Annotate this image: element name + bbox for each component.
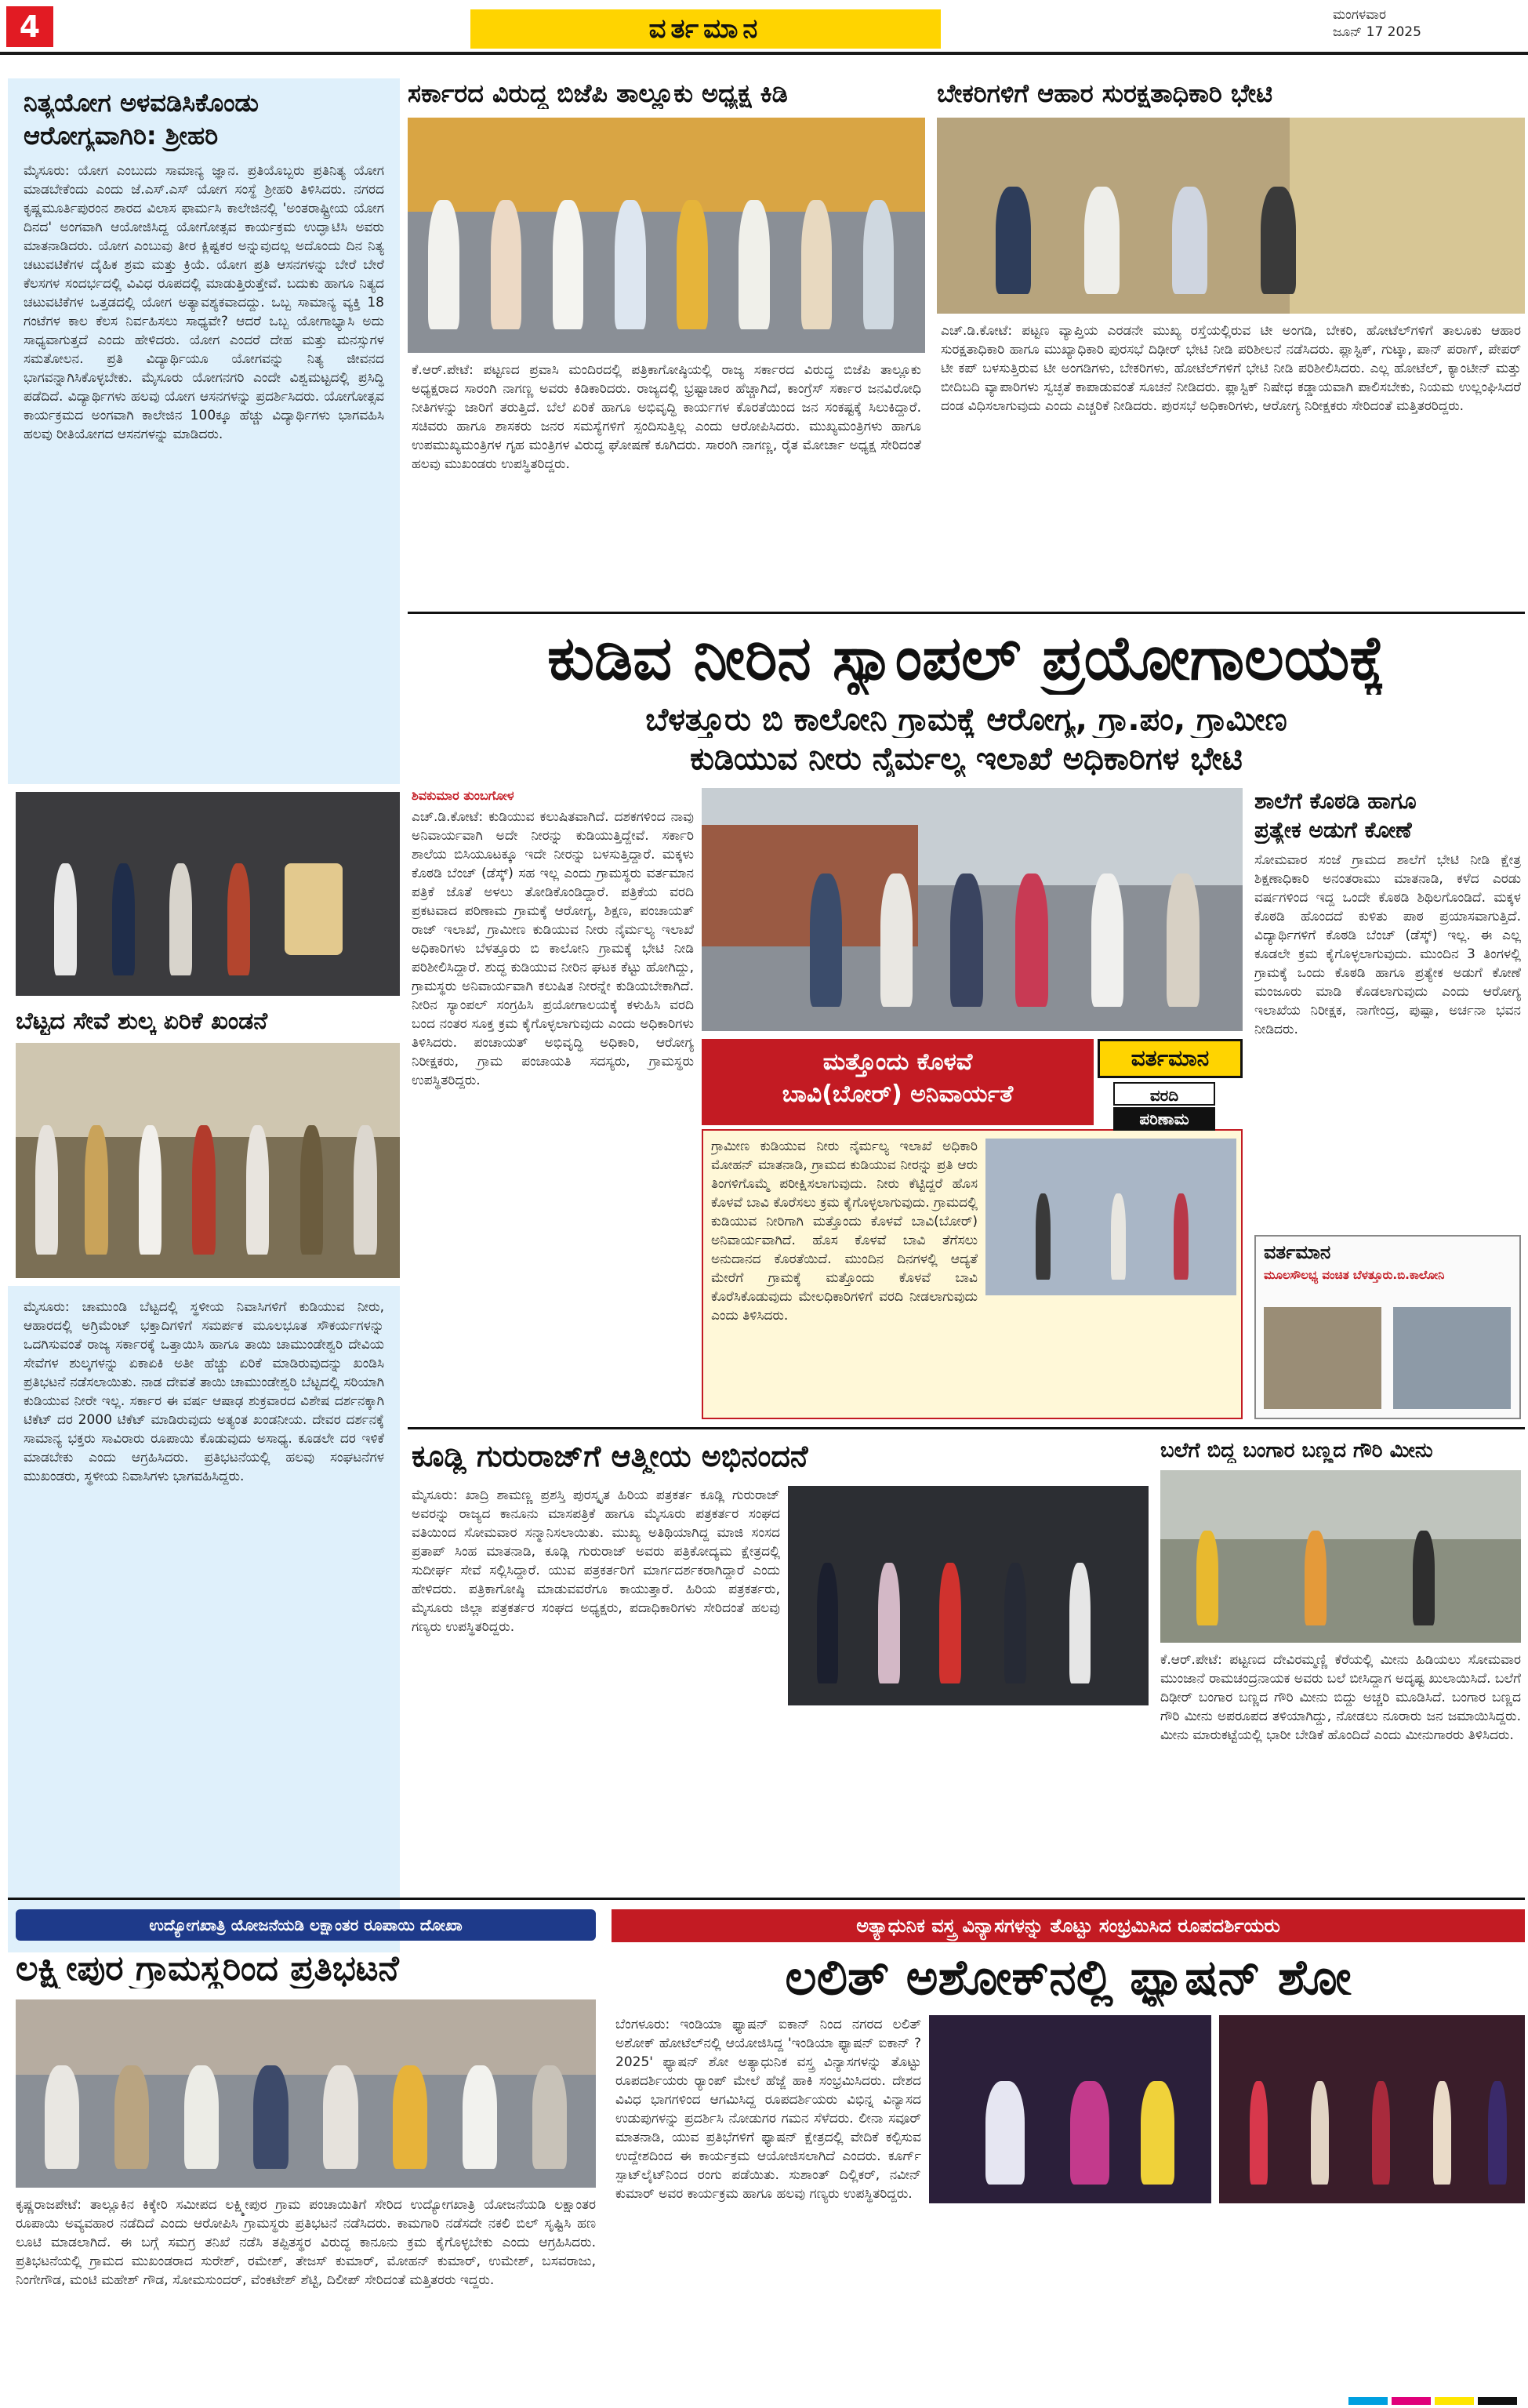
lakshmipura-body: ಕೃಷ್ಣರಾಜಪೇಟೆ: ತಾಲ್ಲೂಕಿನ ಕಿಕ್ಕೇರಿ ಸಮೀಪದ ಲಕ್ಷ್ಮೀಪುರ ಗ್ರಾಮ ಪಂಚಾಯಿತಿಗೆ ಸೇರಿದ ಉದ್ಯೋಗಖಾತ್ರಿ ಯೋಜನೆಯಡಿ ಲಕ್ಷಾಂತರ ರೂಪಾಯಿ ಅವ್ಯವಹಾರ ನಡೆದಿದೆ ಎಂದು ಆರೋಪಿಸಿ ಗ್ರಾಮಸ್ಥರು ಪ್ರತಿಭಟನೆ ನಡೆಸಿದರು. ಕಾಮಗಾರಿ ನಡೆಸದೇ ನಕಲಿ ಬಿಲ್ ಸೃಷ್ಟಿಸಿ ಹಣ ಲೂಟಿ ಮಾಡಲಾಗಿದೆ. ಈ ಬಗ್ಗೆ ಸಮಗ್ರ ತನಿಖೆ ನಡೆಸಿ ತಪ್ಪಿತಸ್ಥರ ವಿರುದ್ಧ ಕಾನೂನು ಕ್ರಮ ಕೈಗೊಳ್ಳಬೇಕು ಎಂದು ಆಗ್ರಹಿಸಿದರು. ಪ್ರತಿಭಟನೆಯಲ್ಲಿ ಗ್ರಾಮದ ಮುಖಂಡರಾದ ಸುರೇಶ್, ರಮೇಶ್, ತೇಜಸ್ ಕುಮಾರ್, ಮೋಹನ್ ಕುಮಾರ್, ಉಮೇಶ್, ಬಸವರಾಜು, ನಿಂಗೇಗೌಡ, ಮಂಟಿ ಮಹೇಶ್ ಗೌಡ, ಸೋಮಸುಂದರ್, ವೆಂಕಟೇಶ್ ಶೆಟ್ಟಿ, ದಿಲೀಪ್ ಸೇರಿದಂತೆ ಮತ್ತಿತರರು ಇದ್ದರು. — [16, 2197, 596, 2288]
cmyk-mark-yellow — [1435, 2397, 1474, 2405]
fashion-ramp-photo-2 — [1219, 2015, 1525, 2203]
borewell-photo — [985, 1139, 1236, 1295]
bjp-headline: ಸರ್ಕಾರದ ವಿರುದ್ಧ ಬಿಜೆಪಿ ತಾಲ್ಲೂಕು ಅಧ್ಯಕ್ಷ ಕಿಡಿ — [408, 78, 788, 108]
day: ಮಂಗಳವಾರ — [1333, 7, 1387, 23]
clipping-box — [1254, 1235, 1521, 1419]
bjp-protest-photo — [408, 118, 925, 353]
kudli-headline: ಕೂಡ್ಲಿ ಗುರುರಾಜ್‌ಗೆ ಆತ್ಮೀಯ ಅಭಿನಂದನೆ — [412, 1439, 808, 1473]
cmyk-mark-black — [1478, 2397, 1517, 2405]
fish-catch-photo — [1160, 1470, 1521, 1643]
cmyk-mark-magenta — [1392, 2397, 1431, 2405]
borewell-article — [702, 1129, 1243, 1419]
water-body: ಎಚ್.ಡಿ.ಕೋಟೆ: ಕುಡಿಯುವ ಕಲುಷಿತವಾಗಿದೆ. ದಶಕಗಳಿಂದ ನಾವು ಅನಿವಾರ್ಯವಾಗಿ ಅದೇ ನೀರನ್ನು ಕುಡಿಯುತ್ತಿದ್ದೇವೆ. ಸರ್ಕಾರಿ ಶಾಲೆಯ ಬಿಸಿಯೂಟಕ್ಕೂ ಇದೇ ನೀರನ್ನು ಬಳಸುತ್ತಿದ್ದಾರೆ. ಮಕ್ಕಳು ಕೊಠಡಿ ಬೆಂಚ್ (ಡೆಸ್ಕ್) ಸಹ ಇಲ್ಲ ಎಂದು ಗ್ರಾಮಸ್ಥರು ವರ್ತಮಾನ ಪತ್ರಿಕೆ ಜೊತೆ ಅಳಲು ತೋಡಿಕೊಂಡಿದ್ದಾರೆ. ಪತ್ರಿಕೆಯ ವರದಿ ಪ್ರಕಟವಾದ ಪರಿಣಾಮ ಗ್ರಾಮಕ್ಕೆ ಆರೋಗ್ಯ, ಶಿಕ್ಷಣ, ಪಂಚಾಯತ್ ರಾಜ್ ಇಲಾಖೆ, ಗ್ರಾಮೀಣ ಕುಡಿಯುವ ನೀರು ನೈರ್ಮಲ್ಯ ಇಲಾಖೆ ಅಧಿಕಾರಿಗಳು ಬೆಳತ್ತೂರು ಬಿ ಕಾಲೋನಿ ಗ್ರಾಮಕ್ಕೆ ಭೇಟಿ ನೀಡಿ ಪರಿಶೀಲಿಸಿದ್ದಾರೆ. ಶುದ್ಧ ಕುಡಿಯುವ ನೀರಿನ ಘಟಕ ಕೆಟ್ಟು ಹೋಗಿದ್ದು, ಗ್ರಾಮಸ್ಥರು ಅನಿವಾರ್ಯವಾಗಿ ಕಲುಷಿತ ನೀರನ್ನೇ ಕುಡಿಯಬೇಕಾಗಿದೆ. ನೀರಿನ ಸ್ಯಾಂಪಲ್ ಸಂಗ್ರಹಿಸಿ ಪ್ರಯೋಗಾಲಯಕ್ಕೆ ಕಳುಹಿಸಿ ವರದಿ ಬಂದ ನಂತರ ಸೂಕ್ತ ಕ್ರಮ ಕೈಗೊಳ್ಳಲಾಗುವುದು ಎಂದು ಅಧಿಕಾರಿಗಳು ತಿಳಿಸಿದರು. ಪಂಚಾಯತ್ ಅಭಿವೃದ್ಧಿ ಅಧಿಕಾರಿ, ಆರೋಗ್ಯ ನಿರೀಕ್ಷಕರು, ಗ್ರಾಮ ಪಂಚಾಯತಿ ಸದಸ್ಯರು, ಗ್ರಾಮಸ್ಥರು ಉಪಸ್ಥಿತರಿದ್ದರು. — [412, 809, 694, 1088]
clipping-photo-1 — [1264, 1307, 1381, 1409]
date: ಜೂನ್ 17 2025 — [1333, 24, 1421, 40]
borewell-headline-box — [702, 1039, 1094, 1125]
fish-body: ಕೆ.ಆರ್.ಪೇಟೆ: ಪಟ್ಟಣದ ದೇವಿರಮ್ಮಣ್ಣಿ ಕೆರೆಯಲ್ಲಿ ಮೀನು ಹಿಡಿಯಲು ಸೋಮವಾರ ಮುಂಜಾನೆ ರಾಮಚಂದ್ರನಾಯಕ ಅವರು ಬಲೆ ಬೀಸಿದ್ದಾಗ ಅದೃಷ್ಟ ಖುಲಾಯಿಸಿದೆ. ಬಲೆಗೆ ದಿಢೀರ್ ಬಂಗಾರ ಬಣ್ಣದ ಗೌರಿ ಮೀನು ಬಿದ್ದು ಅಚ್ಚರಿ ಮೂಡಿಸಿದೆ. ಬಂಗಾರ ಬಣ್ಣದ ಗೌರಿ ಮೀನು ಅಪರೂಪದ ತಳಿಯಾಗಿದ್ದು, ನೋಡಲು ನೂರಾರು ಜನ ಜಮಾಯಿಸಿದ್ದರು. ಮೀನು ಮಾರುಕಟ್ಟೆಯಲ್ಲಿ ಭಾರೀ ಬೇಡಿಕೆ ಹೊಂದಿದೆ ಎಂದು ಮೀನುಗಾರರು ತಿಳಿಸಿದರು. — [1160, 1652, 1521, 1743]
yoga-body: ಮೈಸೂರು: ಯೋಗ ಎಂಬುದು ಸಾಮಾನ್ಯ ಜ್ಞಾನ. ಪ್ರತಿಯೊಬ್ಬರು ಪ್ರತಿನಿತ್ಯ ಯೋಗ ಮಾಡಬೇಕೆಂದು ಎಂದು ಜೆ.ಎಸ್.ಎಸ್ ಯೋಗ ಸಂಸ್ಥೆ ಶ್ರೀಹರಿ ತಿಳಿಸಿದರು. ನಗರದ ಕೃಷ್ಣಮೂರ್ತಿಪುರಂನ ಶಾರದ ವಿಲಾಸ ಫಾರ್ಮಸಿ ಕಾಲೇಜಿನಲ್ಲಿ 'ಅಂತರಾಷ್ಟ್ರೀಯ ಯೋಗ ದಿನದ' ಅಂಗವಾಗಿ ಆಯೋಜಿಸಿದ್ದ ಯೋಗೋತ್ಸವ ಕಾರ್ಯಕ್ರಮ ಉದ್ಘಾಟಿಸಿ ಅವರು ಮಾತನಾಡಿದರು. ಯೋಗ ಎಂಬುವು ತೀರ ಕ್ಲಿಷ್ಟಕರ ಅನ್ನುವುದಲ್ಲ ಅದೊಂದು ದಿನ ನಿತ್ಯ ಚಟುವಟಿಕೆಗಳ ದೈಹಿಕ ಶ್ರಮ ಮತ್ತು ಕ್ರಿಯೆ. ಯೋಗ ಪ್ರತಿ ಆಸನಗಳನ್ನು ಬೇರೆ ಬೇರೆ ಕೆಲಸಗಳ ಸಂದರ್ಭದಲ್ಲಿ ವಿವಿಧ ರೂಪದಲ್ಲಿ ಮಾಡುತ್ತಿರುತ್ತೇವೆ. ಬದುಕು ಹಾಗೂ ನಿತ್ಯದ ಚಟುವಟಿಕೆಗಳ ಒತ್ತಡದಲ್ಲಿ ಯೋಗ ಅತ್ಯಾವಶ್ಯಕವಾದದ್ದು. ಒಬ್ಬ ಸಾಮಾನ್ಯ ವ್ಯಕ್ತಿ 18 ಗಂಟೆಗಳ ಕಾಲ ಕೆಲಸ ನಿರ್ವಹಿಸಲು ಸಾಧ್ಯವೇ? ಆದರೆ ಒಬ್ಬ ಯೋಗಾಭ್ಯಾಸಿ ಅದು ಸಾಧ್ಯವಾಗುತ್ತದೆ ಎಂದು ಹೇಳಿದರು. ಯೋಗ ಎಂದರೆ ದೇಹ ಮತ್ತು ಮನಸ್ಸುಗಳ ಸಮತೋಲನ. ಪ್ರತಿ ವಿದ್ಯಾರ್ಥಿಯೂ ಯೋಗವನ್ನು ನಿತ್ಯ ಜೀವನದ ಭಾಗವನ್ನಾಗಿಸಿಕೊಳ್ಳಬೇಕು. ಮೈಸೂರು ಯೋಗನಗರಿ ಎಂದೇ ವಿಶ್ವಮಟ್ಟದಲ್ಲಿ ಪ್ರಸಿದ್ಧಿ ಪಡೆದಿದೆ. ವಿದ್ಯಾರ್ಥಿಗಳು ಹಲವು ಯೋಗ ಆಸನಗಳನ್ನು ಪ್ರದರ್ಶಿಸಿದರು. ಯೋಗೋತ್ಸವ ಕಾರ್ಯಕ್ರಮದ ಅಂಗವಾಗಿ ಕಾಲೇಜಿನ 100ಕ್ಕೂ ಹೆಚ್ಚು ವಿದ್ಯಾರ್ಥಿಗಳು ಭಾಗವಹಿಸಿ ಹಲವು ರೀತಿಯೋಗದ ಆಸನಗಳನ್ನು ಮಾಡಿದರು. — [24, 163, 384, 442]
water-subhead-line2: ಕುಡಿಯುವ ನೀರು ನೈರ್ಮಲ್ಯ ಇಲಾಖೆ ಅಧಿಕಾರಿಗಳ ಭೇಟಿ — [690, 741, 1243, 777]
yoga-article — [8, 78, 400, 784]
borewell-headline-line1: ಮತ್ತೊಂದು ಕೊಳವೆ — [822, 1048, 973, 1076]
kudli-felicitation-photo — [788, 1486, 1149, 1705]
water-officials-photo — [702, 788, 1243, 1031]
chamundi-body: ಮೈಸೂರು: ಚಾಮುಂಡಿ ಬೆಟ್ಟದಲ್ಲಿ ಸ್ಥಳೀಯ ನಿವಾಸಿಗಳಿಗೆ ಕುಡಿಯುವ ನೀರು, ಆಹಾರದಲ್ಲಿ ಅಗ್ರಿಮೆಂಟ್ ಭಕ್ತಾದಿಗಳಿಗೆ ಸಮರ್ಪಕ ಮೂಲಭೂತ ಸೌಕರ್ಯಗಳನ್ನು ಒದಗಿಸುವಂತೆ ರಾಜ್ಯ ಸರ್ಕಾರಕ್ಕೆ ಒತ್ತಾಯಿಸಿ ಹಾಗೂ ತಾಯಿ ಚಾಮುಂಡೇಶ್ವರಿ ದೇವಿಯ ಸೇವೆಗಳ ಶುಲ್ಕಗಳನ್ನು ಏಕಾಏಕಿ ಅತೀ ಹೆಚ್ಚು ಏರಿಕೆ ಮಾಡಿರುವುದನ್ನು ಖಂಡಿಸಿ ಪ್ರತಿಭಟನೆ ನಡೆಸಲಾಯಿತು. ನಾಡ ದೇವತೆ ತಾಯಿ ಚಾಮುಂಡೇಶ್ವರಿ ಬೆಟ್ಟದಲ್ಲಿ ಸರಿಯಾಗಿ ಕುಡಿಯುವ ನೀರೇ ಇಲ್ಲ. ಸರ್ಕಾರ ಈ ವರ್ಷ ಆಷಾಢ ಶುಕ್ರವಾರದ ವಿಶೇಷ ದರ್ಶನಕ್ಕಾಗಿ ಟಿಕೆಟ್ ದರ 2000 ಟಿಕೆಟ್ ಮಾಡಿರುವುದು ಅತ್ಯಂತ ಖಂಡನೀಯ. ದೇವರ ದರ್ಶನಕ್ಕೆ ಸಾಮಾನ್ಯ ಭಕ್ತರು ಸಾವಿರಾರು ರೂಪಾಯಿ ಕೊಡುವುದು ಅಸಾಧ್ಯ. ಕೂಡಲೇ ದರ ಇಳಿಕೆ ಮಾಡಬೇಕು ಎಂದು ಆಗ್ರಹಿಸಿದರು. ಪ್ರತಿಭಟನೆಯಲ್ಲಿ ಹಲವು ಸಂಘಟನೆಗಳ ಮುಖಂಡರು, ಸ್ಥಳೀಯ ನಿವಾಸಿಗಳು ಭಾಗವಹಿಸಿದ್ದರು. — [24, 1299, 384, 1484]
water-byline: ಶಿವಕುಮಾರ ತುಂಬಗೋಳ — [412, 788, 514, 803]
borewell-headline-line2: ಬಾವಿ(ಬೋರ್) ಅನಿವಾರ್ಯತೆ — [782, 1081, 1014, 1108]
paper-name: ವರ್ತಮಾನ — [470, 9, 941, 49]
clipping-headline: ಮೂಲಸೌಲಭ್ಯ ವಂಚಿತ ಬೆಳತ್ತೂರು.ಬಿ.ಕಾಲೋನಿ — [1264, 1268, 1445, 1282]
divider — [408, 612, 1525, 614]
chamundi-headline: ಬೆಟ್ಟದ ಸೇವೆ ಶುಲ್ಕ ಏರಿಕೆ ಖಂಡನೆ — [16, 1008, 268, 1035]
masthead-rule — [0, 52, 1528, 55]
lakshmipura-headline: ಲಕ್ಷ್ಮೀಪುರ ಗ್ರಾಮಸ್ಥರಿಂದ ಪ್ರತಿಭಟನೆ — [16, 1949, 399, 1989]
lakshmipura-protest-photo — [16, 1999, 596, 2188]
date-info — [1333, 6, 1521, 41]
fashion-ramp-photo-1 — [929, 2015, 1211, 2203]
borewell-body: ಗ್ರಾಮೀಣ ಕುಡಿಯುವ ನೀರು ನೈರ್ಮಲ್ಯ ಇಲಾಖೆ ಅಧಿಕಾರಿ ಮೋಹನ್ ಮಾತನಾಡಿ, ಗ್ರಾಮದ ಕುಡಿಯುವ ನೀರನ್ನು ಪ್ರತಿ ಆರು ತಿಂಗಳಿಗೊಮ್ಮೆ ಪರೀಕ್ಷಿಸಲಾಗುವುದು. ನೀರು ಕೆಟ್ಟಿದ್ದರೆ ಹೊಸ ಕೊಳವೆ ಬಾವಿ ಕೊರೆಸಲು ಕ್ರಮ ಕೈಗೊಳ್ಳಲಾಗುವುದು. ಗ್ರಾಮದಲ್ಲಿ ಕುಡಿಯುವ ನೀರಿಗಾಗಿ ಮತ್ತೊಂದು ಕೊಳವೆ ಬಾವಿ(ಬೋರ್) ಅನಿವಾರ್ಯವಾಗಿದೆ. ಹೊಸ ಕೊಳವೆ ಬಾವಿ ತೆಗೆಸಲು ಅನುದಾನದ ಕೊರತೆಯಿದೆ. ಮುಂದಿನ ದಿನಗಳಲ್ಲಿ ಆದ್ಯತೆ ಮೇರೆಗೆ ಗ್ರಾಮಕ್ಕೆ ಮತ್ತೊಂದು ಕೊಳವೆ ಬಾವಿ ಕೊರೆಸಿಕೊಡುವುದು ಮೇಲಧಿಕಾರಿಗಳಿಗೆ ವರದಿ ನೀಡಲಾಗುವುದು ಎಂದು ತಿಳಿಸಿದರು. — [711, 1139, 978, 1324]
page-number: 4 — [6, 6, 53, 47]
divider — [8, 1898, 1525, 1900]
bakery-headline: ಬೇಕರಿಗಳಿಗೆ ಆಹಾರ ಸುರಕ್ಷತಾಧಿಕಾರಿ ಭೇಟಿ — [937, 78, 1273, 108]
report-paper-name: ವರ್ತಮಾನ — [1098, 1039, 1243, 1078]
classroom-headline-line2: ಪ್ರತ್ಯೇಕ ಅಡುಗೆ ಕೋಣೆ — [1254, 817, 1412, 843]
water-subhead-line1: ಬೆಳತ್ತೂರು ಬಿ ಕಾಲೋನಿ ಗ್ರಾಮಕ್ಕೆ ಆರೋಗ್ಯ, ಗ್ರಾ.ಪಂ, ಗ್ರಾಮೀಣ — [645, 702, 1287, 738]
classroom-body: ಸೋಮವಾರ ಸಂಜೆ ಗ್ರಾಮದ ಶಾಲೆಗೆ ಭೇಟಿ ನೀಡಿ ಕ್ಷೇತ್ರ ಶಿಕ್ಷಣಾಧಿಕಾರಿ ಅನಂತರಾಮು ಮಾತನಾಡಿ, ಕಳೆದ ಎರಡು ವರ್ಷಗಳಿಂದ ಇದ್ದ ಒಂದೇ ಕೊಠಡಿ ಶಿಥಿಲಗೊಂಡಿದೆ. ಮಕ್ಕಳ ಕೊಠಡಿ ಹೊಂದದೆ ಕುಳಿತು ಪಾಠ ಪ್ರಯಾಸವಾಗುತ್ತಿದೆ. ವಿದ್ಯಾರ್ಥಿಗಳಿಗೆ ಕೊಠಡಿ ಬೆಂಚ್ (ಡೆಸ್ಕ್) ಇಲ್ಲ. ಈ ಎಲ್ಲ ಕೂಡಲೇ ಕ್ರಮ ಕೈಗೊಳ್ಳಲಾಗುವುದು. ಮುಂದಿನ 3 ತಿಂಗಳಲ್ಲಿ ಗ್ರಾಮಕ್ಕೆ ಒಂದು ಕೊಠಡಿ ಹಾಗೂ ಪ್ರತ್ಯೇಕ ಅಡುಗೆ ಕೋಣೆ ಮಂಜೂರು ಮಾಡಿ ಕೊಡಲಾಗುವುದು ಎಂದು ಆರೋಗ್ಯ ಇಲಾಖೆಯ ನಿರೀಕ್ಷಕ, ನಾಗೇಂದ್ರ, ಪುಷ್ಪಾ, ಅರ್ಚನಾ ಭವನ ನೀಡಿದರು. — [1254, 852, 1521, 1037]
clipping-photo-2 — [1393, 1307, 1511, 1409]
yoga-lamp-lighting-photo — [16, 792, 400, 996]
fish-headline: ಬಲೆಗೆ ಬಿದ್ದ ಬಂಗಾರ ಬಣ್ಣದ ಗೌರಿ ಮೀನು — [1160, 1439, 1433, 1462]
lakshmipura-kicker: ಉದ್ಯೋಗಖಾತ್ರಿ ಯೋಜನೆಯಡಿ ಲಕ್ಷಾಂತರ ರೂಪಾಯಿ ದೋಖಾ — [16, 1909, 596, 1941]
cmyk-mark-cyan — [1348, 2397, 1388, 2405]
bakery-inspection-photo — [937, 118, 1525, 314]
divider — [408, 1427, 1525, 1429]
bakery-body: ಎಚ್.ಡಿ.ಕೋಟೆ: ಪಟ್ಟಣ ವ್ಯಾಪ್ತಿಯ ಎರಡನೇ ಮುಖ್ಯ ರಸ್ತೆಯಲ್ಲಿರುವ ಟೀ ಅಂಗಡಿ, ಬೇಕರಿ, ಹೋಟೆಲ್‌ಗಳಿಗೆ ತಾಲೂಕು ಆಹಾರ ಸುರಕ್ಷತಾಧಿಕಾರಿ ಹಾಗೂ ಮುಖ್ಯಾಧಿಕಾರಿ ಪುರಸಭೆ ದಿಢೀರ್ ಭೇಟಿ ನೀಡಿ ಪರಿಶೀಲನೆ ನಡೆಸಿದರು. ಪ್ಲಾಸ್ಟಿಕ್, ಗುಟ್ಕಾ, ಪಾನ್ ಪರಾಗ್, ಪೇಪರ್ ಟೀ ಕಪ್ ಬಳಸುತ್ತಿರುವ ಟೀ ಅಂಗಡಿಗಳು, ಬೇಕರಿಗಳು, ಹೋಟೆಲ್‌ಗಳಿಗೆ ಭೇಟಿ ನೀಡಿ ಪರಿಶೀಲಿಸಿದರು. ಎಲ್ಲ ಹೋಟೆಲ್, ಕ್ಯಾಂಟೀನ್ ಮತ್ತು ಬೀದಿಬದಿ ವ್ಯಾಪಾರಿಗಳು ಸ್ವಚ್ಛತೆ ಕಾಪಾಡುವಂತೆ ಸೂಚನೆ ನೀಡಿದರು. ಪ್ಲಾಸ್ಟಿಕ್ ನಿಷೇಧ ಕಡ್ಡಾಯವಾಗಿ ಪಾಲಿಸಬೇಕು, ನಿಯಮ ಉಲ್ಲಂಘಿಸಿದರೆ ದಂಡ ವಿಧಿಸಲಾಗುವುದು ಎಂದು ಎಚ್ಚರಿಕೆ ನೀಡಿದರು. ಪುರಸಭೆ ಅಧಿಕಾರಿಗಳು, ಆರೋಗ್ಯ ನಿರೀಕ್ಷಕರು ಸೇರಿದಂತೆ ಮತ್ತಿತರರಿದ್ದರು. — [941, 323, 1521, 414]
yoga-headline-line1: ನಿತ್ಯಯೋಗ ಅಳವಡಿಸಿಕೊಂಡು — [24, 88, 259, 118]
water-headline: ಕುಡಿವ ನೀರಿನ ಸ್ಯಾಂಪಲ್ ಪ್ರಯೋಗಾಲಯಕ್ಕೆ — [547, 623, 1385, 694]
report-label-2: ಪರಿಣಾಮ — [1113, 1107, 1215, 1131]
bjp-body: ಕೆ.ಆರ್.ಪೇಟೆ: ಪಟ್ಟಣದ ಪ್ರವಾಸಿ ಮಂದಿರದಲ್ಲಿ ಪತ್ರಿಕಾಗೋಷ್ಠಿಯಲ್ಲಿ ರಾಜ್ಯ ಸರ್ಕಾರದ ವಿರುದ್ಧ ಬಿಜೆಪಿ ತಾಲ್ಲೂಕು ಅಧ್ಯಕ್ಷರಾದ ಸಾರಂಗಿ ನಾಗಣ್ಣ ಅವರು ಕಿಡಿಕಾರಿದರು. ರಾಜ್ಯದಲ್ಲಿ ಭ್ರಷ್ಟಾಚಾರ ಹೆಚ್ಚಾಗಿದೆ, ಕಾಂಗ್ರೆಸ್ ಸರ್ಕಾರ ಜನವಿರೋಧಿ ನೀತಿಗಳನ್ನು ಜಾರಿಗೆ ತರುತ್ತಿದೆ. ಬೆಲೆ ಏರಿಕೆ ಹಾಗೂ ಅಭಿವೃದ್ಧಿ ಕಾರ್ಯಗಳ ಕೊರತೆಯಿಂದ ಜನ ಸಂಕಷ್ಟಕ್ಕೆ ಸಿಲುಕಿದ್ದಾರೆ. ಸಚಿವರು ಹಾಗೂ ಶಾಸಕರು ಜನರ ಸಮಸ್ಯೆಗಳಿಗೆ ಸ್ಪಂದಿಸುತ್ತಿಲ್ಲ ಎಂದು ಆರೋಪಿಸಿದರು. ಮುಖ್ಯಮಂತ್ರಿಗಳು ಹಾಗೂ ಉಪಮುಖ್ಯಮಂತ್ರಿಗಳ ಗೃಹ ಮಂತ್ರಿಗಳ ವಿರುದ್ಧ ಘೋಷಣೆ ಕೂಗಿದರು. ಸಾರಂಗಿ ನಾಗಣ್ಣ, ರೈತ ಮೋರ್ಚಾ ಅಧ್ಯಕ್ಷ ಸೇರಿದಂತೆ ಹಲವು ಮುಖಂಡರು ಉಪಸ್ಥಿತರಿದ್ದರು. — [412, 362, 921, 472]
report-label-1: ವರದಿ — [1113, 1082, 1215, 1106]
fashion-headline: ಲಲಿತ್ ಅಶೋಕ್‌ನಲ್ಲಿ ಫ್ಯಾಷನ್ ಶೋ — [785, 1949, 1352, 2006]
clipping-paper: ವರ್ತಮಾನ — [1264, 1241, 1331, 1263]
kudli-body: ಮೈಸೂರು: ಖಾದ್ರಿ ಶಾಮಣ್ಣ ಪ್ರಶಸ್ತಿ ಪುರಸ್ಕೃತ ಹಿರಿಯ ಪತ್ರಕರ್ತ ಕೂಡ್ಲಿ ಗುರುರಾಜ್ ಅವರನ್ನು ರಾಜ್ಯದ ಕಾನೂನು ಮಾಸಪತ್ರಿಕೆ ಹಾಗೂ ಮೈಸೂರು ಪತ್ರಕರ್ತರ ಸಂಘದ ವತಿಯಿಂದ ಸೋಮವಾರ ಸನ್ಮಾನಿಸಲಾಯಿತು. ಮುಖ್ಯ ಅತಿಥಿಯಾಗಿದ್ದ ಮಾಜಿ ಸಂಸದ ಪ್ರತಾಪ್ ಸಿಂಹ ಮಾತನಾಡಿ, ಕೂಡ್ಲಿ ಗುರುರಾಜ್ ಅವರು ಪತ್ರಿಕೋದ್ಯಮ ಕ್ಷೇತ್ರದಲ್ಲಿ ಸುದೀರ್ಘ ಸೇವೆ ಸಲ್ಲಿಸಿದ್ದಾರೆ. ಯುವ ಪತ್ರಕರ್ತರಿಗೆ ಮಾರ್ಗದರ್ಶಕರಾಗಿದ್ದಾರೆ ಎಂದು ಹೇಳಿದರು. ಪತ್ರಿಕಾಗೋಷ್ಠಿ ಮಾಡುವವರೆಗೂ ಕಾಯುತ್ತಾರೆ. ಹಿರಿಯ ಪತ್ರಕರ್ತರು, ಮೈಸೂರು ಜಿಲ್ಲಾ ಪತ್ರಕರ್ತರ ಸಂಘದ ಅಧ್ಯಕ್ಷರು, ಪದಾಧಿಕಾರಿಗಳು ಸೇರಿದಂತೆ ಹಲವು ಗಣ್ಯರು ಉಪಸ್ಥಿತರಿದ್ದರು. — [412, 1487, 780, 1635]
yoga-headline-line2: ಆರೋಗ್ಯವಾಗಿರಿ: ಶ್ರೀಹರಿ — [24, 121, 219, 151]
fashion-body: ಬೆಂಗಳೂರು: ಇಂಡಿಯಾ ಫ್ಯಾಷನ್ ಐಕಾನ್ ನಿಂದ ನಗರದ ಲಲಿತ್ ಅಶೋಕ್ ಹೋಟೆಲ್‌ನಲ್ಲಿ ಆಯೋಜಿಸಿದ್ದ 'ಇಂಡಿಯಾ ಫ್ಯಾಷನ್ ಐಕಾನ್ ? 2025' ಫ್ಯಾಷನ್ ಶೋ ಅತ್ಯಾಧುನಿಕ ವಸ್ತ್ರ ವಿನ್ಯಾಸಗಳನ್ನು ತೊಟ್ಟು ರೂಪದರ್ಶಿಯರು ರ‍್ಯಾಂಪ್ ಮೇಲೆ ಹೆಜ್ಜೆ ಹಾಕಿ ಸಂಭ್ರಮಿಸಿದರು. ದೇಶದ ವಿವಿಧ ಭಾಗಗಳಿಂದ ಆಗಮಿಸಿದ್ದ ರೂಪದರ್ಶಿಯರು ವಿಭಿನ್ನ ವಿನ್ಯಾಸದ ಉಡುಪುಗಳನ್ನು ಪ್ರದರ್ಶಿಸಿ ನೋಡುಗರ ಗಮನ ಸೆಳೆದರು. ಲೀನಾ ಸವೂರ್ ಮಾತನಾಡಿ, ಯುವ ಪ್ರತಿಭೆಗಳಿಗೆ ಫ್ಯಾಷನ್ ಕ್ಷೇತ್ರದಲ್ಲಿ ವೇದಿಕೆ ಕಲ್ಪಿಸುವ ಉದ್ದೇಶದಿಂದ ಈ ಕಾರ್ಯಕ್ರಮ ಆಯೋಜಿಸಲಾಗಿದೆ ಎಂದರು. ಕೂರ್ಗ್ ಸ್ಪಾಟ್‌ಲೈಟ್‌ನಿಂದ ರಂಗು ಪಡೆಯಿತು. ಸುಶಾಂತ್ ದಿಲ್ಲಿಕರ್, ನವೀನ್ ಕುಮಾರ್ ಅವರ ಕಾರ್ಯಕ್ರಮ ಹಾಗೂ ಹಲವು ಗಣ್ಯರು ಉಪಸ್ಥಿತರಿದ್ದರು. — [615, 2017, 921, 2202]
classroom-headline-line1: ಶಾಲೆಗೆ ಕೊಠಡಿ ಹಾಗೂ — [1254, 788, 1417, 814]
chamundi-article — [8, 1286, 400, 1952]
chamundi-protest-photo — [16, 1043, 400, 1278]
fashion-kicker: ಅತ್ಯಾಧುನಿಕ ವಸ್ತ್ರ ವಿನ್ಯಾಸಗಳನ್ನು ತೊಟ್ಟು ಸಂಭ್ರಮಿಸಿದ ರೂಪದರ್ಶಿಯರು — [612, 1909, 1525, 1942]
